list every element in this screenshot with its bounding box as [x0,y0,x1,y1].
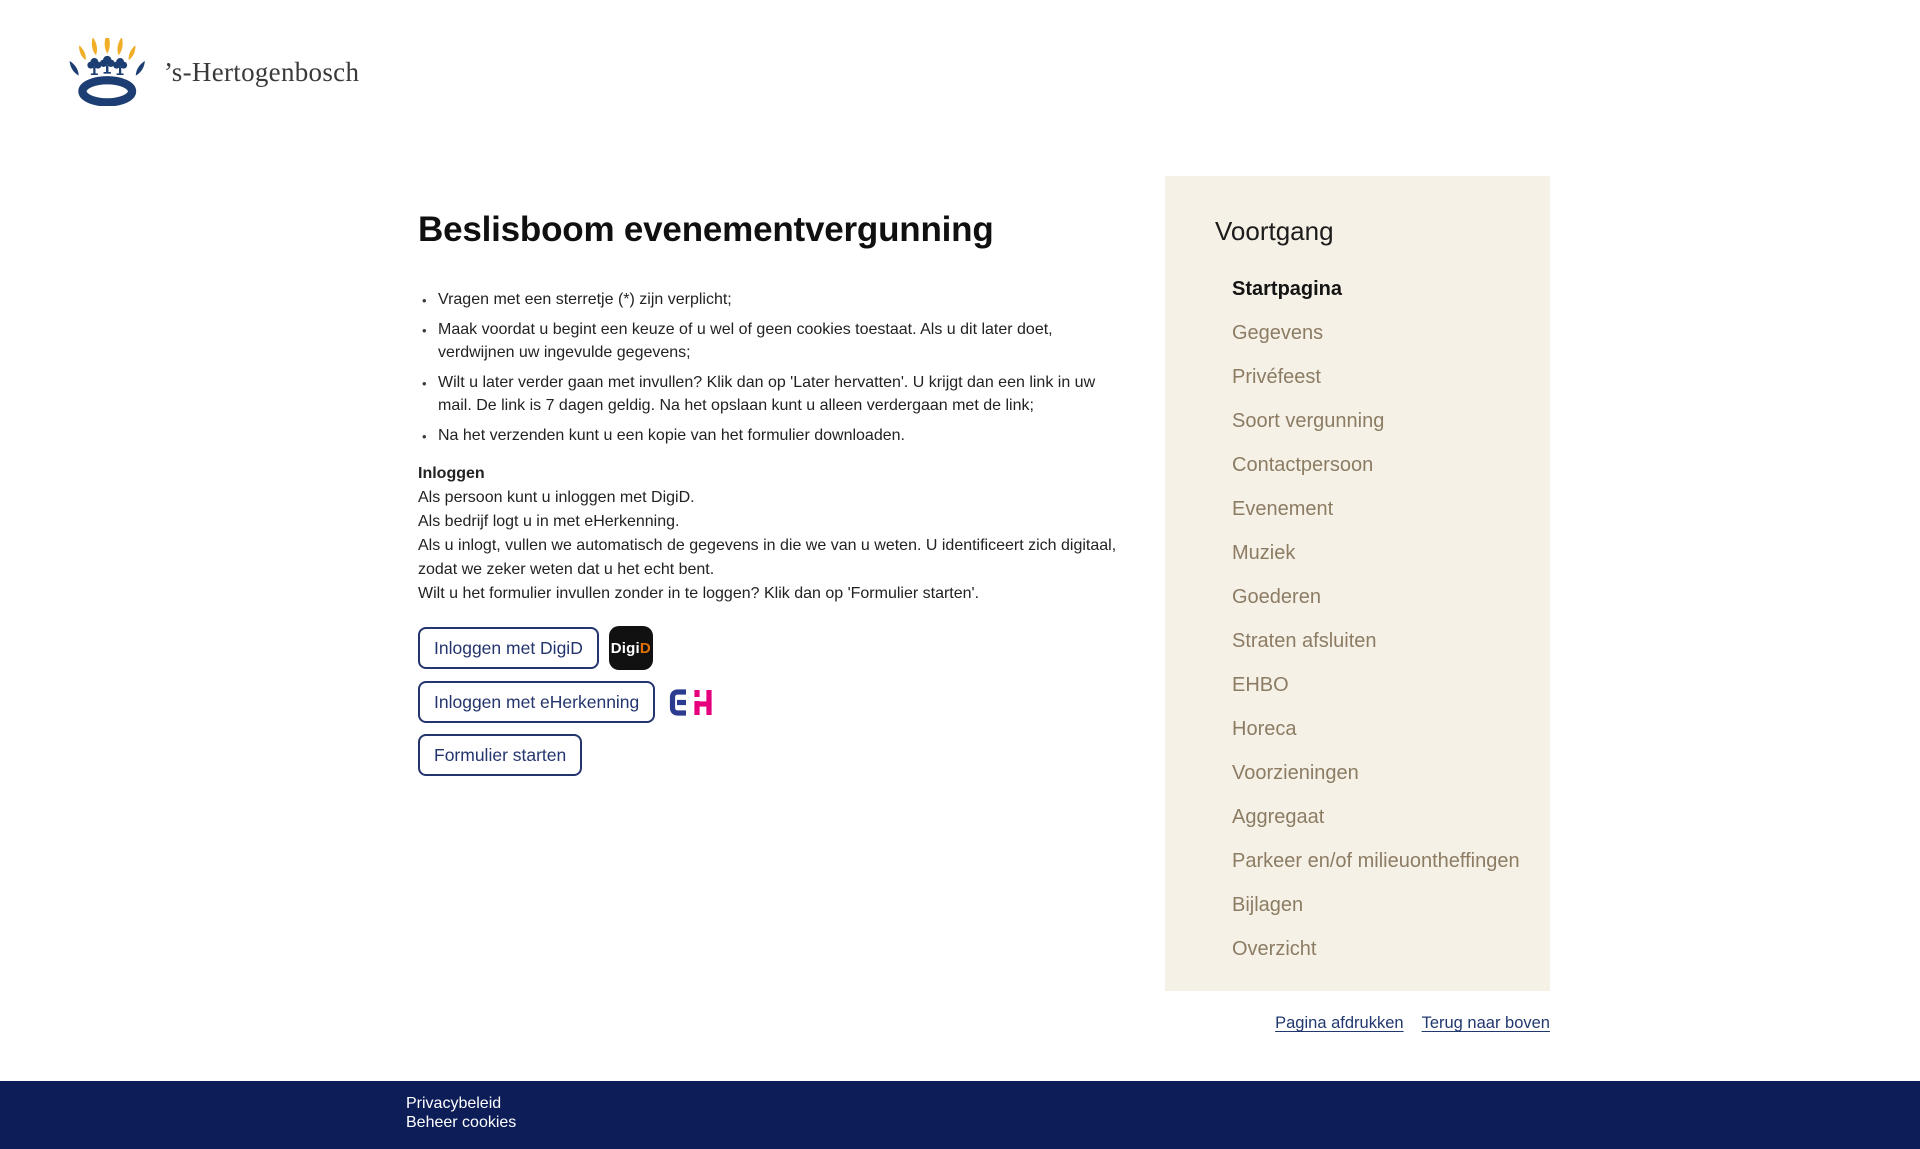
intro-bullet: • Maak voordat u begint een keuze of u wel of geen cookies toestaat. Als u dit later doet, verdwijnen uw ingevulde gegevens; [422,318,1130,364]
back-to-top-link[interactable]: Terug naar boven [1421,1014,1550,1032]
login-eherkenning-button[interactable]: Inloggen met eHerkenning [418,681,655,723]
start-form-button[interactable]: Formulier starten [418,734,582,776]
main-content [418,210,1130,787]
login-line: Wilt u het formulier invullen zonder in te loggen? Klik dan op 'Formulier starten'. [418,585,980,603]
progress-step[interactable]: Aggregaat [1232,806,1325,828]
intro-bullet-list [422,288,1130,447]
progress-step[interactable]: Privéfeest [1232,366,1321,388]
progress-step[interactable]: Gegevens [1232,322,1324,344]
progress-step[interactable]: Goederen [1232,586,1321,608]
login-digid-button[interactable]: Inloggen met DigiD [418,627,599,669]
intro-bullet: • Vragen met een sterretje (*) zijn verplicht; [422,288,1130,311]
progress-step[interactable]: Parkeer en/of milieuontheffingen [1232,850,1520,872]
login-info [418,462,1130,606]
page-utility-links [1165,1014,1550,1033]
progress-title: Voortgang [1215,216,1334,246]
privacy-policy-link[interactable]: Privacybeleid [406,1095,502,1112]
intro-bullet: • Na het verzenden kunt u een kopie van het formulier downloaden. [422,424,1130,447]
progress-step[interactable]: EHBO [1232,674,1289,696]
footer [0,1081,1920,1149]
progress-step-list [1232,279,1522,959]
crown-logo-icon [64,38,156,106]
progress-step[interactable]: Horeca [1232,718,1297,740]
progress-step[interactable]: Muziek [1232,542,1296,564]
progress-step[interactable]: Startpagina [1232,278,1343,300]
manage-cookies-link[interactable]: Beheer cookies [406,1114,517,1131]
login-line: Als persoon kunt u inloggen met DigiD. [418,489,695,507]
digid-logo-icon: Digi D [609,626,653,670]
progress-step[interactable]: Bijlagen [1232,894,1304,916]
progress-step[interactable]: Voorzieningen [1232,762,1359,784]
intro-bullet: • Wilt u later verder gaan met invullen? Klik dan op 'Later hervatten'. U krijgt dan een link in uw mail. De link is 7 dagen geldig. Na het opslaan kunt u alleen verdergaan met de link; [422,371,1130,417]
municipality-logo-link[interactable] [64,38,359,106]
eherkenning-logo-icon [669,689,713,716]
progress-step[interactable]: Straten afsluiten [1232,630,1377,652]
login-heading: Inloggen [418,465,485,483]
login-line: Als bedrijf logt u in met eHerkenning. [418,513,680,531]
progress-sidebar [1165,176,1550,991]
municipality-name: ’s-Hertogenbosch [164,56,360,87]
progress-step[interactable]: Soort vergunning [1232,410,1385,432]
page-title: Beslisboom evenementvergunning [418,210,994,249]
login-lines [418,486,1130,606]
progress-step[interactable]: Overzicht [1232,938,1317,960]
print-page-link[interactable]: Pagina afdrukken [1275,1014,1404,1032]
progress-step[interactable]: Contactpersoon [1232,454,1374,476]
login-line: Als u inlogt, vullen we automatisch de gegevens in die we van u weten. U identificeert zich digitaal, zodat we zeker weten dat u het echt bent. [418,537,1117,579]
login-actions [418,626,1130,776]
progress-step[interactable]: Evenement [1232,498,1334,520]
